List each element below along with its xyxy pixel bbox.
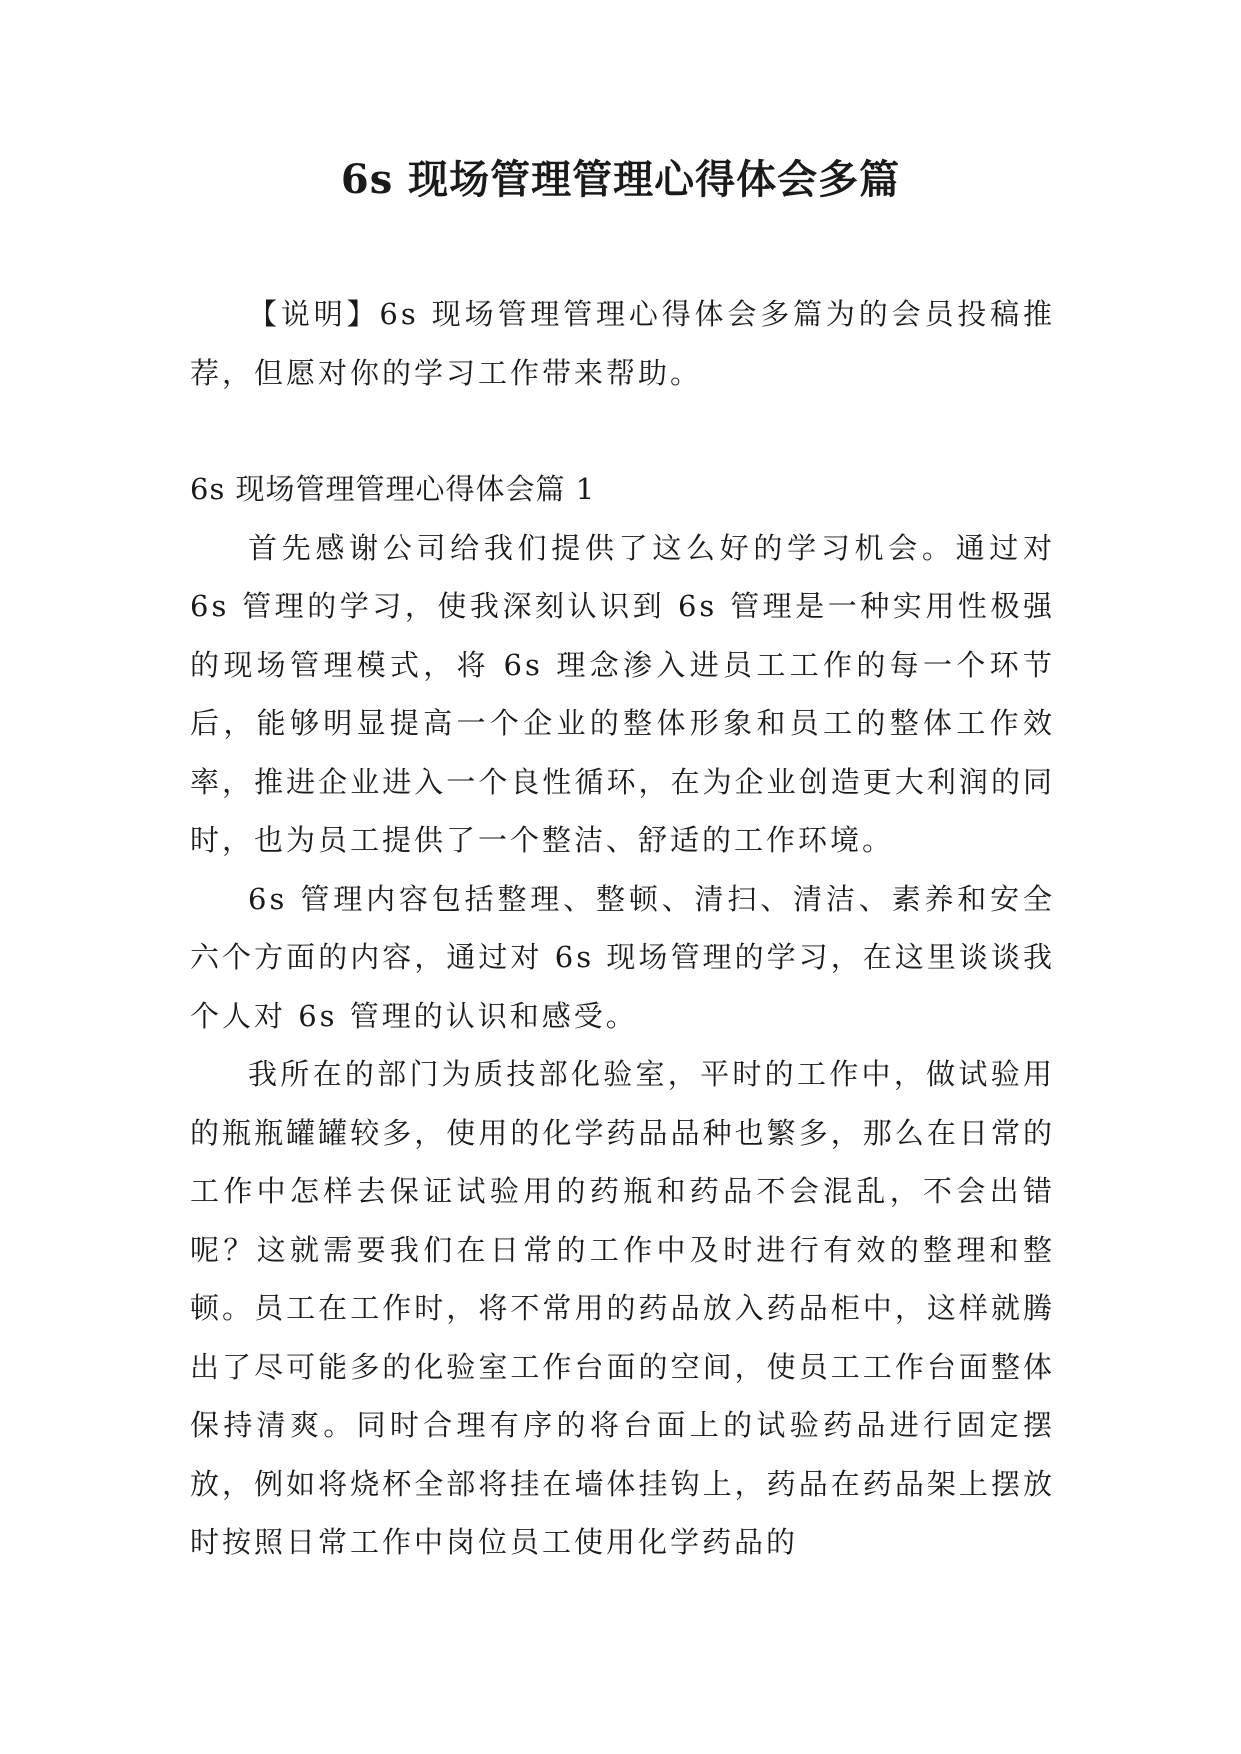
intro-paragraph: 【说明】6s 现场管理管理心得体会多篇为的会员投稿推荐，但愿对你的学习工作带来帮助。 — [190, 297, 1055, 390]
document-title: 6s 现场管理管理心得体会多篇 — [340, 156, 901, 203]
body-paragraph-1: 首先感谢公司给我们提供了这么好的学习机会。通过对 6s 管理的学习，使我深刻认识到 6s 管理是一种实用性极强的现场管理模式，将 6s 理念渗入进员工工作的每一个环节后，能够明显提高一个企业的整体形象和员工的整体工作效率，推进企业进入一个良性循环，在为企业创造更大利润的同时，也为员工提供了一个整洁、舒适的工作环境。 — [190, 530, 1055, 857]
document-body — [190, 285, 1055, 1572]
body-paragraph-2: 6s 管理内容包括整理、整顿、清扫、清洁、素养和安全六个方面的内容，通过对 6s 现场管理的学习，在这里谈谈我个人对 6s 管理的认识和感受。 — [190, 881, 1055, 1033]
section-heading: 6s 现场管理管理心得体会篇 1 — [190, 472, 596, 506]
body-paragraph-3: 我所在的部门为质技部化验室，平时的工作中，做试验用的瓶瓶罐罐较多，使用的化学药品品种也繁多，那么在日常的工作中怎样去保证试验用的药瓶和药品不会混乱，不会出错呢？这就需要我们在日常的工作中及时进行有效的整理和整顿。员工在工作时，将不常用的药品放入药品柜中，这样就腾出了尽可能多的化验室工作台面的空间，使员工工作台面整体保持清爽。同时合理有序的将台面上的试验药品进行固定摆放，例如将烧杯全部将挂在墙体挂钩上，药品在药品架上摆放时按照日常工作中岗位员工使用化学药品的 — [190, 1057, 1055, 1559]
